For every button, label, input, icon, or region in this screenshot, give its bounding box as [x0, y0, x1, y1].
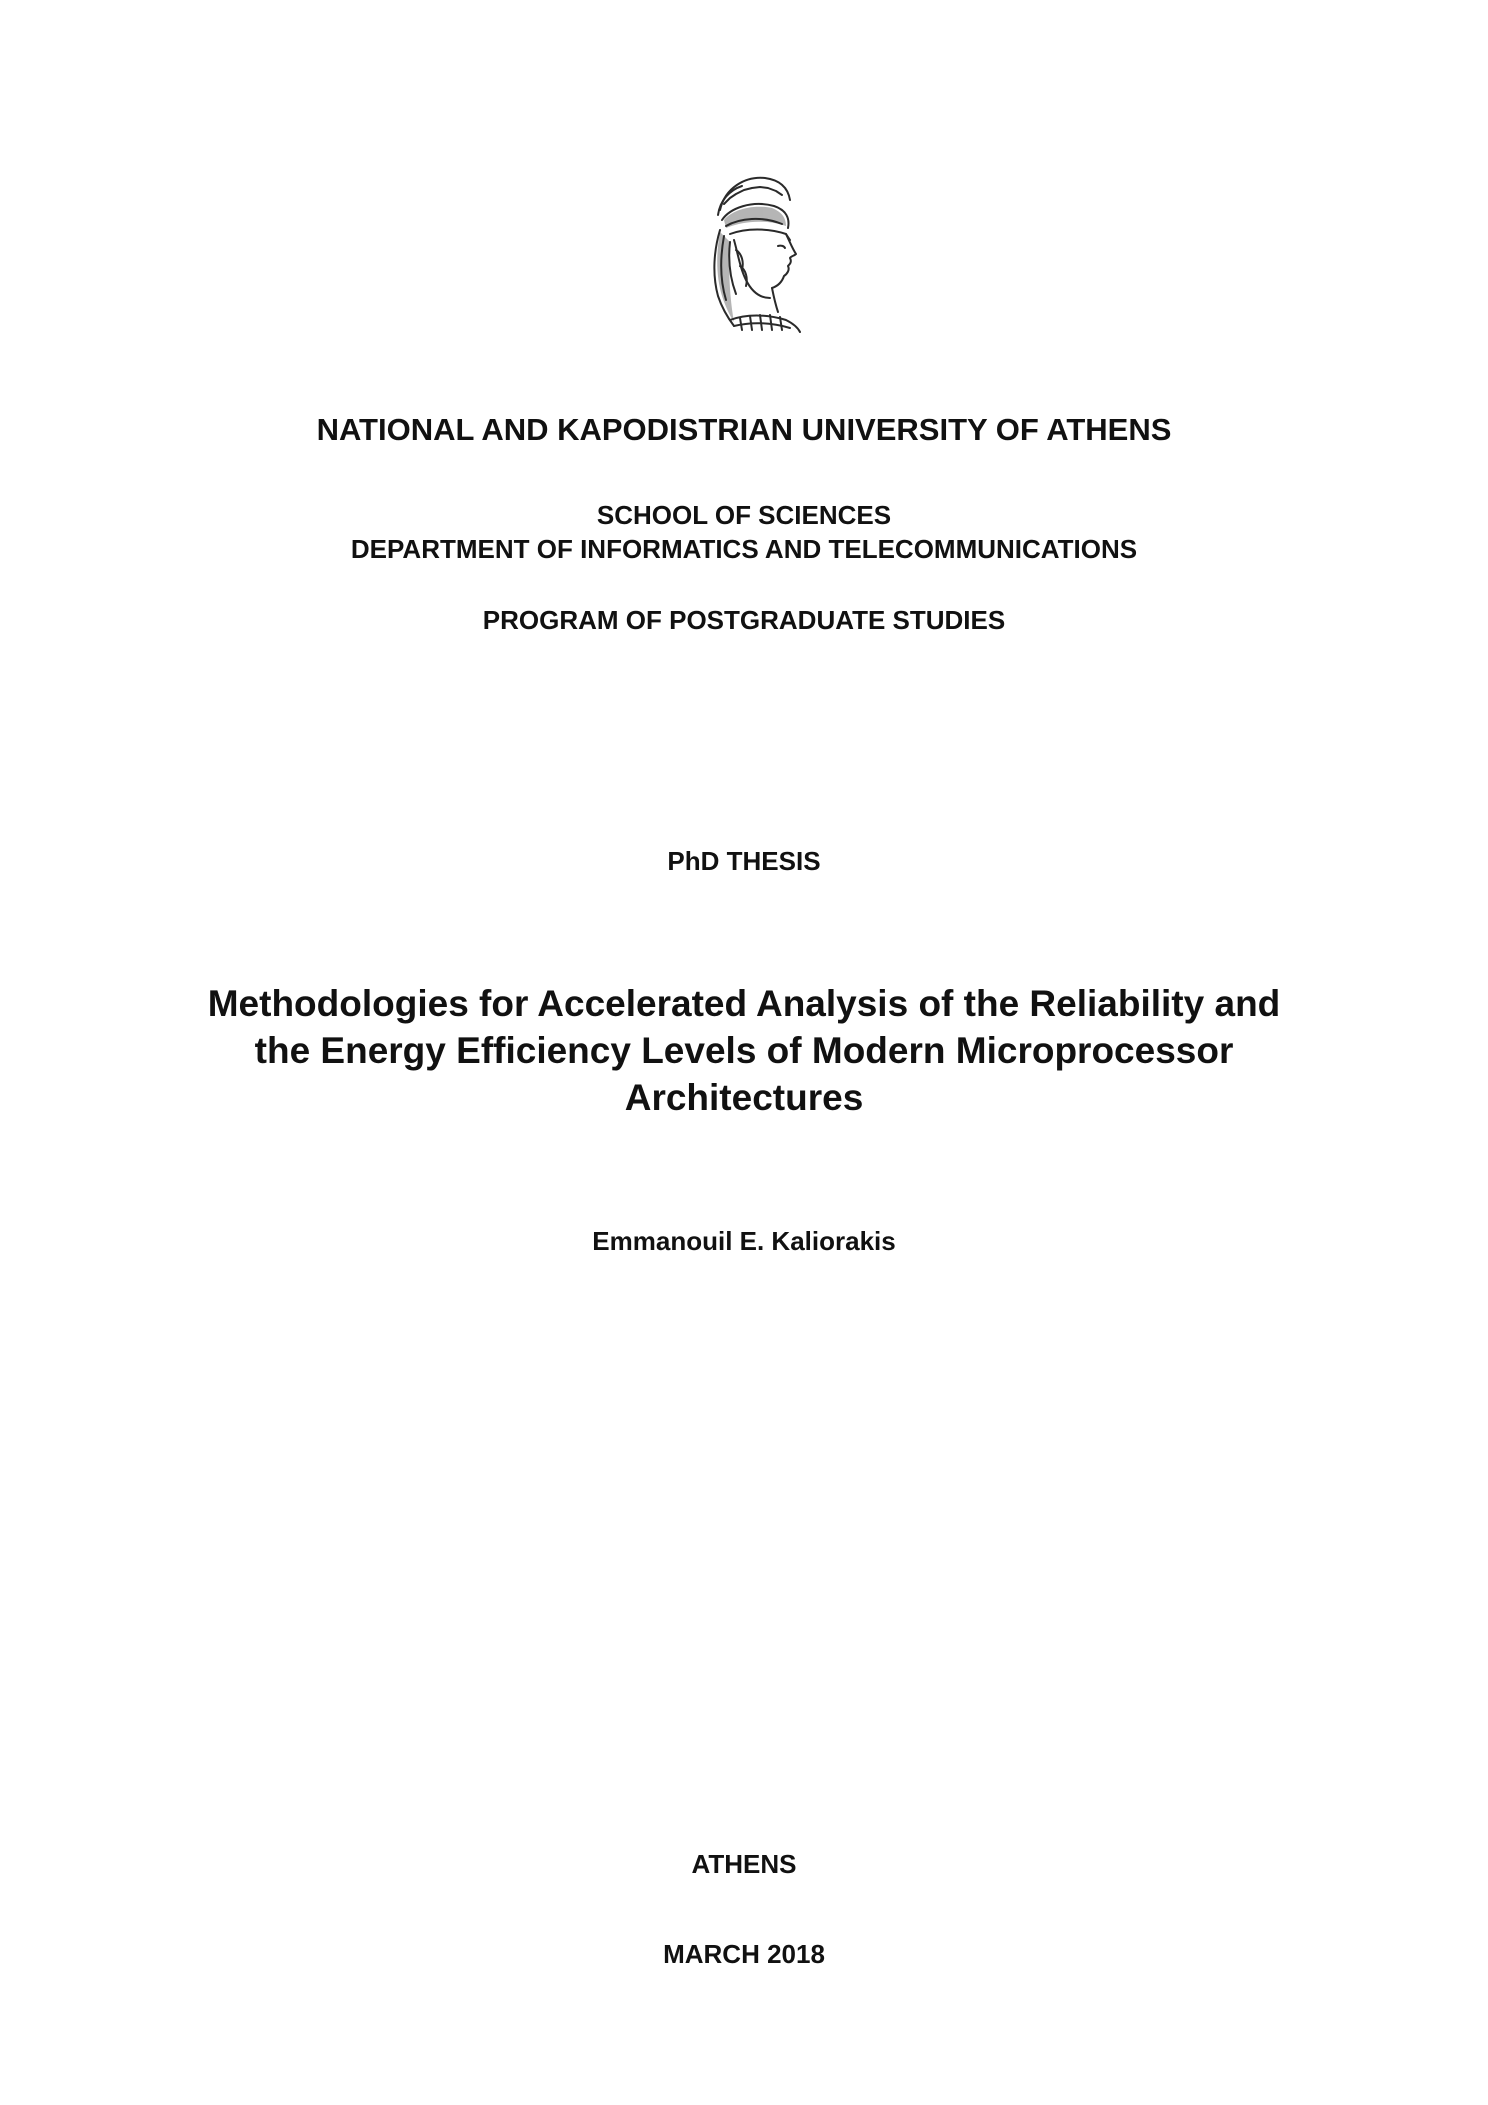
thesis-title — [0, 980, 1488, 1121]
submission-date: MARCH 2018 — [663, 1939, 825, 1969]
thesis-title-line: Architectures — [624, 1077, 864, 1118]
thesis-title-line: the Energy Efficiency Levels of Modern Microprocessor — [254, 1030, 1234, 1071]
university-name: NATIONAL AND KAPODISTRIAN UNIVERSITY OF ATHENS — [316, 412, 1172, 447]
school-name: SCHOOL OF SCIENCES — [596, 500, 892, 530]
city: ATHENS — [691, 1849, 797, 1879]
program-name: PROGRAM OF POSTGRADUATE STUDIES — [482, 605, 1006, 635]
author-name: Emmanouil E. Kaliorakis — [592, 1226, 896, 1256]
department-name: DEPARTMENT OF INFORMATICS AND TELECOMMUNICATIONS — [350, 534, 1138, 564]
athena-helmet-profile-icon — [690, 170, 810, 335]
thesis-type: PhD THESIS — [667, 846, 821, 876]
thesis-title-line: Methodologies for Accelerated Analysis of the Reliability and — [207, 983, 1281, 1024]
